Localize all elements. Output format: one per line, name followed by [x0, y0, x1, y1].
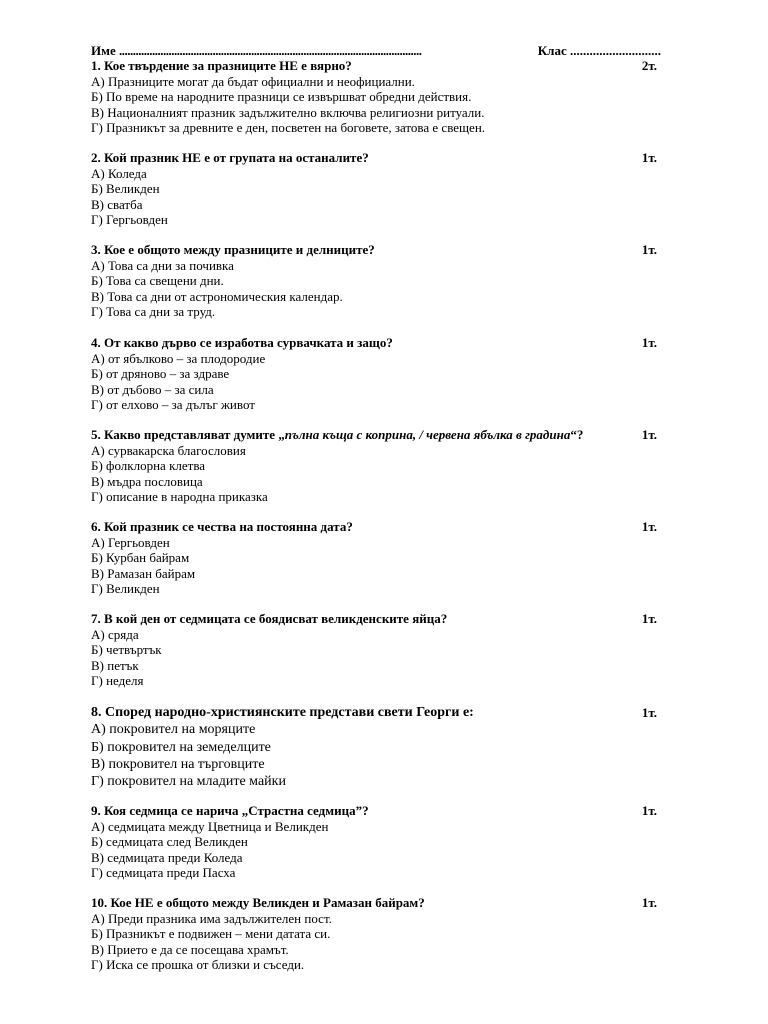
answer-option: Г) Великден [91, 581, 160, 596]
question-3 [91, 242, 657, 320]
question-5 [91, 427, 657, 505]
question-7 [91, 611, 657, 689]
answer-option: А) сурвакарска благословия [91, 442, 246, 458]
answer-option: В) покровител на търговците [91, 756, 265, 772]
answer-option: Б) седмицата след Великден [91, 834, 248, 849]
answer-option: В) седмицата преди Коледа [91, 849, 243, 865]
answer-option: Г) неделя [91, 673, 144, 688]
question-9 [91, 803, 657, 881]
question-title: 9. Коя седмица се нарича „Страстна седмица”? [91, 803, 369, 818]
answer-option: Г) Гергьовден [91, 212, 168, 227]
answer-option: В) Това са дни от астрономическия календар. [91, 288, 343, 304]
question-10 [91, 895, 657, 973]
question-points: 1т. [641, 427, 657, 442]
question-points: 1т. [641, 611, 657, 626]
question-2 [91, 150, 657, 228]
quoted-verse: пълна къща с коприна, / червена ябълка в градина [284, 427, 571, 442]
answer-option: В) петък [91, 657, 139, 673]
question-title: 7. В кой ден от седмицата се боядисват великденските яйца? [91, 611, 448, 626]
answer-option: Б) от дряново – за здраве [91, 366, 230, 381]
answer-option: А) Коледа [91, 165, 147, 181]
question-4 [91, 335, 657, 413]
question-title: 8. Според народно-християнските представи свети Георги е: [91, 705, 474, 720]
student-header [91, 43, 661, 59]
question-points: 1т. [641, 519, 657, 534]
name-label: Име [91, 43, 116, 58]
question-points: 1т. [641, 705, 657, 720]
class-field-dots: ............................ [570, 43, 661, 58]
question-6 [91, 519, 657, 597]
answer-option: Г) Това са дни за труд. [91, 304, 216, 319]
answer-option: Б) Великден [91, 181, 160, 196]
question-title-start: 5. Какво представляват думите „ [91, 427, 285, 442]
answer-option: Б) покровител на земеделците [91, 739, 271, 755]
answer-option: Б) Празникът е подвижен – мени датата си. [91, 926, 331, 941]
question-title: 6. Кой празник се чества на постоянна дата? [91, 519, 353, 534]
answer-option: В) Рамазан байрам [91, 565, 196, 581]
answer-option: В) сватба [91, 196, 143, 212]
question-points: 1т. [641, 335, 657, 350]
answer-option: Г) покровител на младите майки [91, 774, 286, 790]
question-points: 2т. [641, 58, 657, 73]
answer-option: Г) от елхово – за дълъг живот [91, 397, 255, 412]
answer-option: А) сряда [91, 626, 139, 642]
answer-option: А) Гергьовден [91, 534, 170, 550]
answer-option: Б) четвъртък [91, 642, 162, 657]
question-1 [91, 58, 657, 136]
answer-option: В) мъдра пословица [91, 473, 203, 489]
question-points: 1т. [641, 150, 657, 165]
answer-option: А) от ябълково – за плодородие [91, 350, 266, 366]
answer-option: Г) седмицата преди Пасха [91, 865, 236, 880]
question-title: 10. Кое НЕ е общото между Великден и Рамазан байрам? [91, 895, 425, 910]
answer-option: Б) фолклорна клетва [91, 458, 206, 473]
question-points: 1т. [641, 242, 657, 257]
answer-option: В) от дъбово – за сила [91, 381, 214, 397]
question-title: 1. Кое твърдение за празниците НЕ е вярно? [91, 58, 352, 73]
answer-option: Б) По време на народните празници се извършват обредни действия. [91, 89, 472, 104]
question-title: 2. Кой празник НЕ е от групата на останалите? [91, 150, 369, 165]
answer-option: Б) Курбан байрам [91, 550, 190, 565]
answer-option: А) Празниците могат да бъдат официални и неофициални. [91, 73, 415, 89]
question-points: 1т. [641, 895, 657, 910]
answer-option: Г) Празникът за древните е ден, посветен на боговете, затова е свещен. [91, 120, 486, 135]
question-title-end: “? [570, 427, 584, 442]
answer-option: Г) Иска се прошка от близки и съседи. [91, 957, 305, 972]
name-field-dots: .............................................................................................................. [119, 43, 422, 58]
answer-option: А) седмицата между Цветница и Великден [91, 818, 329, 834]
answer-option: А) покровител на моряците [91, 722, 256, 738]
answer-option: В) Националният празник задължително включва религиозни ритуали. [91, 104, 485, 120]
question-points: 1т. [641, 803, 657, 818]
answer-option: А) Преди празника има задължителен пост. [91, 910, 332, 926]
answer-option: В) Прието е да се посещава храмът. [91, 941, 289, 957]
answer-option: Б) Това са свещени дни. [91, 273, 224, 288]
question-title: 3. Кое е общото между празниците и делниците? [91, 242, 375, 257]
question-title: 4. От какво дърво се изработва сурвачката и защо? [91, 335, 393, 350]
class-label: Клас [537, 43, 567, 58]
answer-option: Г) описание в народна приказка [91, 489, 268, 504]
question-title [91, 427, 583, 443]
answer-option: А) Това са дни за почивка [91, 257, 234, 273]
question-8 [91, 704, 657, 790]
